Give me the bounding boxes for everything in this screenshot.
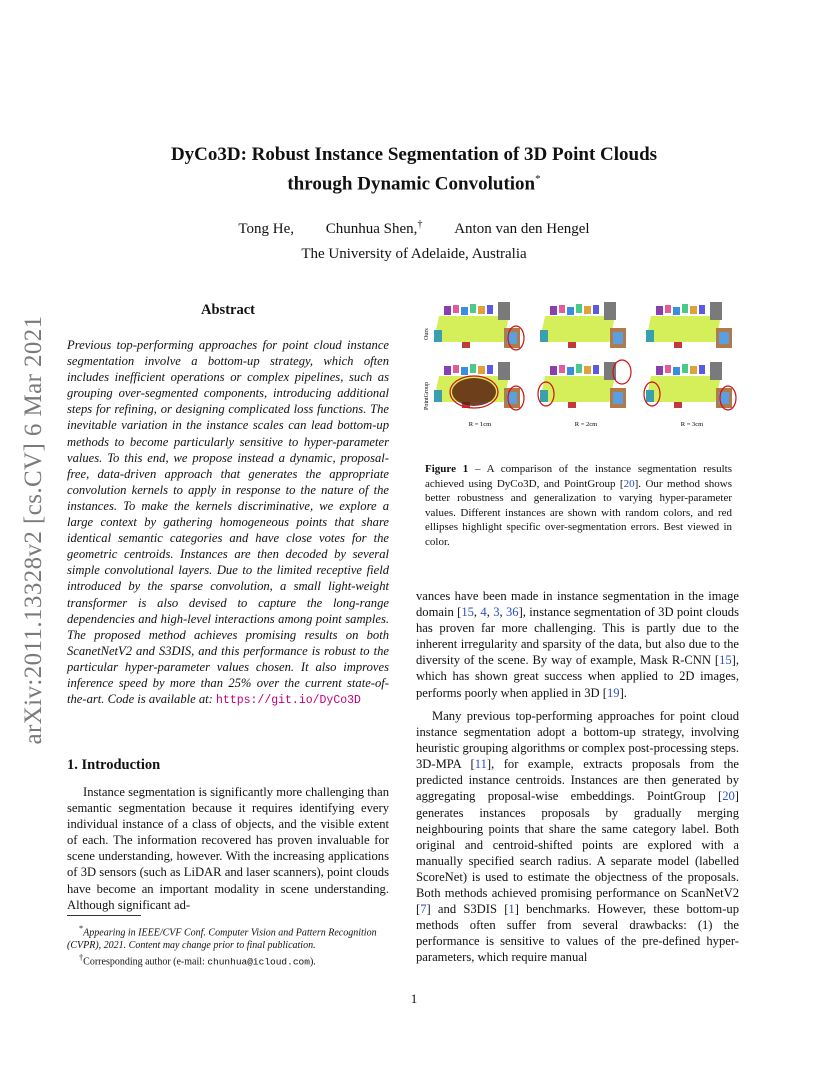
author-list — [0, 219, 828, 238]
result-pointgroup-r2 — [538, 360, 631, 408]
column-label: R = 3cm — [680, 421, 704, 428]
author: Tong He, — [238, 221, 295, 237]
abstract-body: Previous top-performing approaches for point cloud instance segmentation involve a bottom-up strategy, which often includes inefficient operations or complex pipelines, such as grouping over-segmented components, introducing additional steps for refining, or designing complicated loss functions. The inevitable variation in the instance scales can lead bottom-up methods to become particularly sensitive to hyper-parameter values. To this end, we propose instead a dynamic, proposal-free, data-driven approach that generates the appropriate convolution kernels to apply in response to the nature of the instances. To make the kernels discriminative, we explore a large context by gathering homogeneous points that share identical semantic categories and have close votes for the geometric centroids. Instances are then decoded by several simple convolutional layers. Due to the limited receptive field introduced by the sparse convolution, a small light-weight transformer is also devised to capture the long-range dependencies and high-level interactions among point samples. The proposed method achieves promising results on both ScanetNetV2 and S3DIS, and this performance is robust to the particular hyper-parameter values chosen. It also improves inference speed by more than 25% over the current state-of-the-art. Code is available at: https://git.io/DyCo3D — [67, 338, 389, 708]
body-paragraph: Many previous top-performing approaches for point cloud instance segmentation adopt a bottom-up strategy, involving heuristic grouping algorithms or complex post-processing steps. 3D-MPA [11], for example, extracts proposals from the predicted instance centroids. Instances are then generated by aggregating proposal-wise embeddings. PointGroup [20] generates instances proposals by gradually merging neighbouring points that share the same category label. Both original and centroid-shifted points are explored with a manually specified search radius. A separate model (labelled ScoreNet) is used to estimate the objectness of the proposals. Both methods achieved promising performance on ScanNetV2 [7] and S3DIS [1] benchmarks. However, these bottom-up methods often suffer from several drawbacks: (1) the performance is sensitive to values of the pre-defined hyper-parameters, which require manual — [416, 709, 739, 965]
row-label: PointGroup — [424, 381, 430, 410]
row-label: Ours — [424, 328, 430, 340]
result-pointgroup-r3 — [644, 362, 736, 410]
arxiv-identifier: arXiv:2011.13328v2 [cs.CV] 6 Mar 2021 — [20, 315, 47, 745]
footnotes — [67, 923, 389, 969]
footnote-2: †Corresponding author (e-mail: chunhua@icloud.com). — [79, 953, 316, 968]
result-ours-r2 — [539, 302, 626, 348]
author: Anton van den Hengel — [454, 221, 590, 237]
page-number: 1 — [410, 991, 418, 1006]
column-label: R = 2cm — [574, 421, 598, 428]
section-heading: 1. Introduction — [67, 757, 161, 773]
intro-paragraph: Instance segmentation is significantly more challenging than semantic segmentation because it requires identifying every individual instance of a class of objects, and the visible extent of each. The information recovered has proven invaluable for scene understanding, however. With the increasing applications of 3D sensors (such as LiDAR and laser scanners), point clouds have become an important modality in scene understanding. Although significant ad- — [67, 785, 389, 912]
code-link[interactable]: https://git.io/DyCo3D — [216, 694, 361, 708]
footnote-1: *Appearing in IEEE/CVF Conf. Computer Vision and Pattern Recognition (CVPR), 2021. Content may change prior to final publication. — [67, 924, 377, 951]
figure-1 — [420, 300, 740, 430]
column-label: R = 1cm — [468, 421, 492, 428]
author: Chunhua Shen,† — [325, 219, 423, 237]
paper-title: DyCo3D: Robust Instance Segmentation of 3D Point Clouds through Dynamic Convolution* — [170, 144, 658, 195]
footnote-divider — [67, 915, 141, 916]
body-paragraph: vances have been made in instance segmentation in the image domain [15, 4, 3, 36], instance segmentation of 3D point clouds has proven far more challenging. This is partly due to the inherent irregularity and sparsity of the data, but also due to the diversity of the scene. By way of example, Mask R-CNN [15], which has shown great success when applied to 2D images, performs poorly when applied in 3D [19]. — [416, 589, 740, 700]
result-pointgroup-r1 — [433, 362, 524, 410]
figure-caption: Figure 1 – A comparison of the instance segmentation results achieved using DyCo3D, and PointGroup [20]. Our method shows better robustness and generalization to varying hyper-parameter values. Different instances are shown with random colors, and red ellipses highlight specific over-segmentation errors. Best viewed in color. — [425, 463, 732, 548]
result-ours-r3 — [645, 302, 732, 348]
affiliation: The University of Adelaide, Australia — [301, 246, 527, 262]
abstract-heading: Abstract — [201, 302, 255, 318]
result-ours-r1 — [433, 302, 524, 350]
